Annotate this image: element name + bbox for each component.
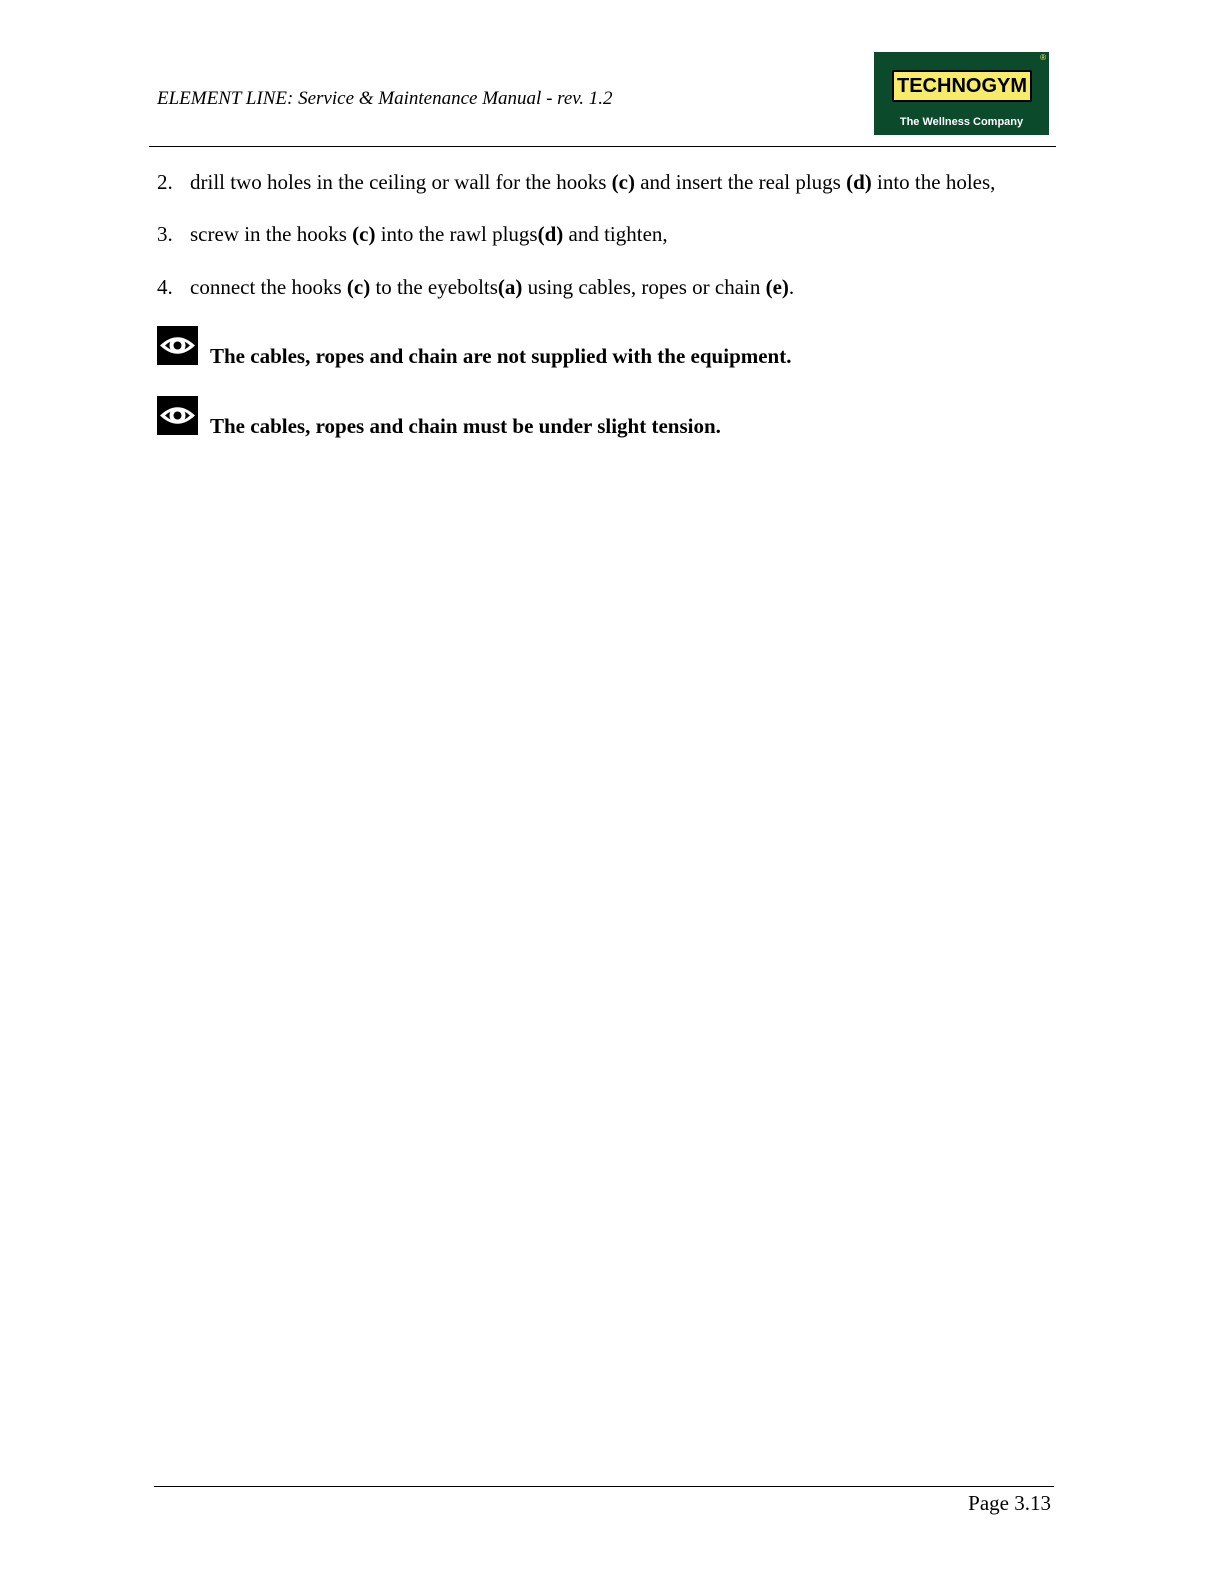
header-divider — [149, 146, 1056, 147]
note-text: The cables, ropes and chain must be under slight tension. — [210, 414, 721, 438]
eye-icon — [157, 326, 198, 365]
logo-registered-mark: ® — [1040, 53, 1046, 62]
step-item — [157, 222, 668, 247]
part-ref: (d) — [537, 222, 564, 246]
part-ref: (e) — [765, 275, 789, 299]
step-text: screw in the hooks (c) into the rawl plugs(d) and tighten, — [190, 222, 668, 246]
part-ref: (c) — [611, 170, 635, 194]
step-text: connect the hooks (c) to the eyebolts(a) using cables, ropes or chain (e). — [190, 275, 795, 299]
logo-tagline: The Wellness Company — [899, 116, 1024, 128]
logo-wordmark: TECHNOGYM — [897, 75, 1027, 97]
eye-icon — [157, 396, 198, 435]
page-number: Page 3.13 — [968, 1491, 1051, 1515]
part-ref: (c) — [352, 222, 376, 246]
part-ref: (d) — [846, 170, 872, 194]
step-item — [157, 170, 995, 195]
note-text: The cables, ropes and chain are not supplied with the equipment. — [210, 344, 792, 368]
step-item — [157, 275, 794, 300]
step-number: 4. — [157, 275, 173, 299]
footer-divider — [154, 1486, 1054, 1487]
step-text: drill two holes in the ceiling or wall for the hooks (c) and insert the real plugs (d) into the holes, — [190, 170, 996, 194]
part-ref: (c) — [346, 275, 371, 299]
technogym-logo — [874, 52, 1049, 135]
step-number: 3. — [157, 222, 173, 246]
logo-badge — [892, 70, 1032, 102]
part-ref: (a) — [497, 275, 523, 299]
step-number: 2. — [157, 170, 173, 194]
manual-title: ELEMENT LINE: Service & Maintenance Manual - rev. 1.2 — [157, 88, 613, 109]
